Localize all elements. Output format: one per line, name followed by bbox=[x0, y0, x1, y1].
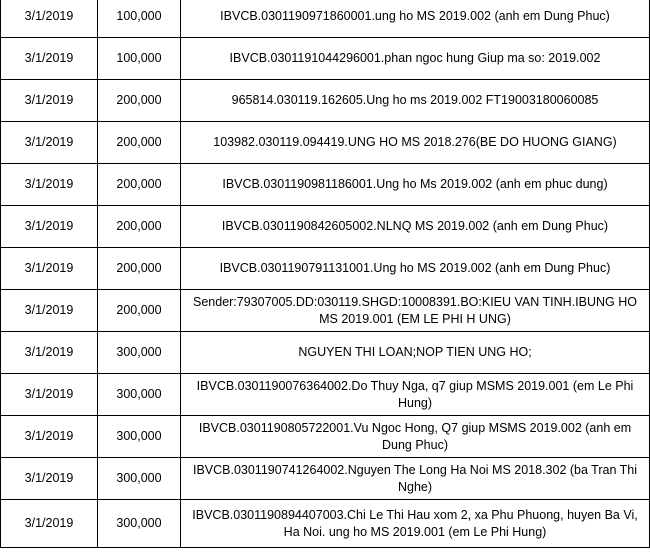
description-cell: NGUYEN THI LOAN;NOP TIEN UNG HO; bbox=[181, 332, 650, 374]
amount-cell: 100,000 bbox=[98, 38, 181, 80]
table-row bbox=[1, 0, 650, 38]
amount-cell: 200,000 bbox=[98, 248, 181, 290]
table-row bbox=[1, 332, 650, 374]
table-row bbox=[1, 122, 650, 164]
donation-table-body bbox=[1, 0, 650, 548]
amount-cell: 300,000 bbox=[98, 332, 181, 374]
date-cell: 3/1/2019 bbox=[1, 500, 98, 548]
date-cell: 3/1/2019 bbox=[1, 332, 98, 374]
table-row bbox=[1, 458, 650, 500]
description-cell: IBVCB.0301191044296001.phan ngoc hung Giup ma so: 2019.002 bbox=[181, 38, 650, 80]
date-cell: 3/1/2019 bbox=[1, 458, 98, 500]
date-cell: 3/1/2019 bbox=[1, 122, 98, 164]
date-cell: 3/1/2019 bbox=[1, 0, 98, 38]
amount-cell: 200,000 bbox=[98, 80, 181, 122]
description-cell: IBVCB.0301190971860001.ung ho MS 2019.002 (anh em Dung Phuc) bbox=[181, 0, 650, 38]
date-cell: 3/1/2019 bbox=[1, 416, 98, 458]
amount-cell: 300,000 bbox=[98, 500, 181, 548]
description-cell: IBVCB.0301190791131001.Ung ho MS 2019.002 (anh em Dung Phuc) bbox=[181, 248, 650, 290]
table-row bbox=[1, 80, 650, 122]
description-cell: IBVCB.0301190842605002.NLNQ MS 2019.002 (anh em Dung Phuc) bbox=[181, 206, 650, 248]
amount-cell: 100,000 bbox=[98, 0, 181, 38]
description-cell: 965814.030119.162605.Ung ho ms 2019.002 FT19003180060085 bbox=[181, 80, 650, 122]
date-cell: 3/1/2019 bbox=[1, 80, 98, 122]
amount-cell: 200,000 bbox=[98, 164, 181, 206]
date-cell: 3/1/2019 bbox=[1, 290, 98, 332]
description-cell: IBVCB.0301190805722001.Vu Ngoc Hong, Q7 giup MSMS 2019.002 (anh em Dung Phuc) bbox=[181, 416, 650, 458]
description-cell: IBVCB.0301190076364002.Do Thuy Nga, q7 giup MSMS 2019.001 (em Le Phi Hung) bbox=[181, 374, 650, 416]
table-row bbox=[1, 500, 650, 548]
amount-cell: 300,000 bbox=[98, 374, 181, 416]
table-row bbox=[1, 206, 650, 248]
amount-cell: 200,000 bbox=[98, 206, 181, 248]
table-row bbox=[1, 38, 650, 80]
description-cell: IBVCB.0301190894407003.Chi Le Thi Hau xom 2, xa Phu Phuong, huyen Ba Vi, Ha Noi. ung ho MS 2019.001 (em Le Phi Hung) bbox=[181, 500, 650, 548]
table-row bbox=[1, 416, 650, 458]
amount-cell: 300,000 bbox=[98, 416, 181, 458]
amount-cell: 300,000 bbox=[98, 458, 181, 500]
description-cell: IBVCB.0301190741264002.Nguyen The Long Ha Noi MS 2018.302 (ba Tran Thi Nghe) bbox=[181, 458, 650, 500]
description-cell: IBVCB.0301190981186001.Ung ho Ms 2019.002 (anh em phuc dung) bbox=[181, 164, 650, 206]
date-cell: 3/1/2019 bbox=[1, 164, 98, 206]
amount-cell: 200,000 bbox=[98, 122, 181, 164]
table-row bbox=[1, 164, 650, 206]
date-cell: 3/1/2019 bbox=[1, 206, 98, 248]
table-row bbox=[1, 290, 650, 332]
date-cell: 3/1/2019 bbox=[1, 38, 98, 80]
amount-cell: 200,000 bbox=[98, 290, 181, 332]
description-cell: 103982.030119.094419.UNG HO MS 2018.276(BE DO HUONG GIANG) bbox=[181, 122, 650, 164]
description-cell: Sender:79307005.DD:030119.SHGD:10008391.BO:KIEU VAN TINH.IBUNG HO MS 2019.001 (EM LE PHI H UNG) bbox=[181, 290, 650, 332]
date-cell: 3/1/2019 bbox=[1, 248, 98, 290]
table-row bbox=[1, 248, 650, 290]
date-cell: 3/1/2019 bbox=[1, 374, 98, 416]
table-row bbox=[1, 374, 650, 416]
